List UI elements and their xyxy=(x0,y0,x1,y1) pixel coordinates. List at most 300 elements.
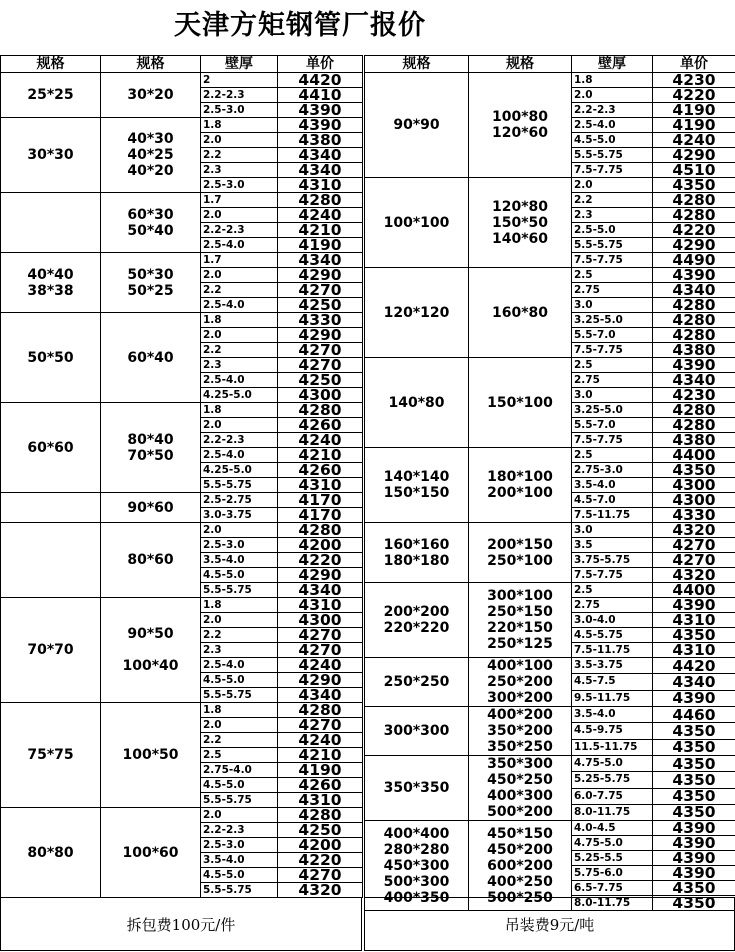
unit-price: 4390 xyxy=(653,821,735,836)
alt-size-spec: 100*60 xyxy=(101,808,201,898)
size-spec xyxy=(1,193,101,253)
wall-thickness: 2.5-4.0 xyxy=(201,448,278,463)
unit-price: 4280 xyxy=(278,523,363,538)
unit-price: 4270 xyxy=(278,718,363,733)
table-header-row xyxy=(1,56,363,73)
wall-thickness: 3.0-3.75 xyxy=(201,508,278,523)
table-row xyxy=(365,707,735,723)
wall-thickness: 8.0-11.75 xyxy=(572,804,653,820)
unit-price: 4280 xyxy=(653,208,735,223)
unit-price: 4250 xyxy=(278,823,363,838)
alt-size-spec: 90*60 xyxy=(101,493,201,523)
alt-size-spec: 400*200 350*200 350*250 xyxy=(469,707,572,756)
unit-price: 4350 xyxy=(653,739,735,755)
wall-thickness: 4.75-5.0 xyxy=(572,756,653,772)
wall-thickness: 2.0 xyxy=(201,523,278,538)
wall-thickness: 3.5-3.75 xyxy=(572,658,653,674)
wall-thickness: 2.5-4.0 xyxy=(201,238,278,253)
wall-thickness: 2.3 xyxy=(201,643,278,658)
price-table-left xyxy=(0,55,363,898)
unit-price: 4350 xyxy=(653,804,735,820)
unit-price: 4510 xyxy=(653,163,735,178)
unit-price: 4290 xyxy=(278,328,363,343)
wall-thickness: 4.25-5.0 xyxy=(201,463,278,478)
wall-thickness: 1.8 xyxy=(201,313,278,328)
wall-thickness: 2.0 xyxy=(201,418,278,433)
header-price: 单价 xyxy=(653,56,735,73)
wall-thickness: 4.5-5.75 xyxy=(572,628,653,643)
wall-thickness: 2.2 xyxy=(201,343,278,358)
unit-price: 4280 xyxy=(653,403,735,418)
unit-price: 4350 xyxy=(653,881,735,896)
size-spec: 350*350 xyxy=(365,756,469,821)
wall-thickness: 3.0 xyxy=(572,523,653,538)
alt-size-spec: 400*100 250*200 300*200 xyxy=(469,658,572,707)
wall-thickness: 4.25-5.0 xyxy=(201,388,278,403)
wall-thickness: 2.2-2.3 xyxy=(201,823,278,838)
wall-thickness: 2.0 xyxy=(572,178,653,193)
unit-price: 4190 xyxy=(653,118,735,133)
wall-thickness: 5.5-5.75 xyxy=(201,583,278,598)
wall-thickness: 4.75-5.0 xyxy=(572,836,653,851)
unit-price: 4390 xyxy=(653,866,735,881)
size-spec: 30*30 xyxy=(1,118,101,193)
wall-thickness: 4.5-7.0 xyxy=(572,493,653,508)
wall-thickness: 6.0-7.75 xyxy=(572,788,653,804)
alt-size-spec: 40*30 40*25 40*20 xyxy=(101,118,201,193)
wall-thickness: 2.2-2.3 xyxy=(201,433,278,448)
size-spec: 90*90 xyxy=(365,73,469,178)
size-spec: 160*160 180*180 xyxy=(365,523,469,583)
header-spec: 规格 xyxy=(101,56,201,73)
wall-thickness: 2.0 xyxy=(201,613,278,628)
wall-thickness: 5.5-5.75 xyxy=(201,883,278,898)
wall-thickness: 7.5-11.75 xyxy=(572,643,653,658)
wall-thickness: 5.5-5.75 xyxy=(201,688,278,703)
wall-thickness: 5.25-5.5 xyxy=(572,851,653,866)
wall-thickness: 2.5 xyxy=(572,448,653,463)
unit-price: 4380 xyxy=(278,133,363,148)
wall-thickness: 2.2 xyxy=(201,733,278,748)
wall-thickness: 2.75-4.0 xyxy=(201,763,278,778)
wall-thickness: 5.5-5.75 xyxy=(572,238,653,253)
alt-size-spec: 90*50 100*40 xyxy=(101,598,201,703)
alt-size-spec: 300*100 250*150 220*150 250*125 xyxy=(469,583,572,658)
table-row xyxy=(1,193,363,208)
table-row xyxy=(1,703,363,718)
size-spec: 70*70 xyxy=(1,598,101,703)
table-row xyxy=(1,493,363,508)
unit-price: 4270 xyxy=(278,283,363,298)
header-thickness: 壁厚 xyxy=(572,56,653,73)
size-spec: 300*300 xyxy=(365,707,469,756)
wall-thickness: 7.5-7.75 xyxy=(572,433,653,448)
size-spec: 80*80 xyxy=(1,808,101,898)
wall-thickness: 4.5-9.75 xyxy=(572,723,653,739)
page-title: 天津方矩钢管厂报价 xyxy=(174,10,426,41)
unit-price: 4410 xyxy=(278,88,363,103)
alt-size-spec: 100*50 xyxy=(101,703,201,808)
unit-price: 4200 xyxy=(278,838,363,853)
alt-size-spec: 150*100 xyxy=(469,358,572,448)
table-row xyxy=(1,598,363,613)
wall-thickness: 2.5-4.0 xyxy=(201,298,278,313)
unit-price: 4270 xyxy=(653,538,735,553)
wall-thickness: 2.75 xyxy=(572,598,653,613)
wall-thickness: 5.75-6.0 xyxy=(572,866,653,881)
unit-price: 4310 xyxy=(278,478,363,493)
size-spec: 250*250 xyxy=(365,658,469,707)
header-spec: 规格 xyxy=(469,56,572,73)
wall-thickness: 3.25-5.0 xyxy=(572,313,653,328)
unit-price: 4280 xyxy=(278,403,363,418)
alt-size-spec: 30*20 xyxy=(101,73,201,118)
unit-price: 4350 xyxy=(653,723,735,739)
unit-price: 4300 xyxy=(278,613,363,628)
unit-price: 4290 xyxy=(278,673,363,688)
wall-thickness: 2.75-3.0 xyxy=(572,463,653,478)
unit-price: 4390 xyxy=(653,598,735,613)
unit-price: 4220 xyxy=(278,553,363,568)
unit-price: 4340 xyxy=(278,583,363,598)
wall-thickness: 3.5-4.0 xyxy=(201,553,278,568)
table-row xyxy=(365,73,735,88)
wall-thickness: 3.75-5.75 xyxy=(572,553,653,568)
wall-thickness: 2.75 xyxy=(572,373,653,388)
table-row xyxy=(365,178,735,193)
wall-thickness: 4.5-5.0 xyxy=(572,133,653,148)
size-spec: 140*140 150*150 xyxy=(365,448,469,523)
wall-thickness: 2.5-5.0 xyxy=(572,223,653,238)
unit-price: 4310 xyxy=(278,793,363,808)
alt-size-spec: 350*300 450*250 400*300 500*200 xyxy=(469,756,572,821)
unit-price: 4280 xyxy=(653,193,735,208)
wall-thickness: 2.3 xyxy=(201,163,278,178)
wall-thickness: 2.5-3.0 xyxy=(201,178,278,193)
wall-thickness: 3.0-4.0 xyxy=(572,613,653,628)
wall-thickness: 4.5-5.0 xyxy=(201,868,278,883)
size-spec: 75*75 xyxy=(1,703,101,808)
unit-price: 4270 xyxy=(278,643,363,658)
wall-thickness: 7.5-7.75 xyxy=(572,253,653,268)
wall-thickness: 2 xyxy=(201,73,278,88)
wall-thickness: 2.2 xyxy=(201,628,278,643)
wall-thickness: 4.5-5.0 xyxy=(201,778,278,793)
wall-thickness: 2.5 xyxy=(572,583,653,598)
unit-price: 4340 xyxy=(278,148,363,163)
wall-thickness: 4.5-7.5 xyxy=(572,674,653,690)
wall-thickness: 2.75 xyxy=(572,283,653,298)
unit-price: 4390 xyxy=(653,268,735,283)
wall-thickness: 7.5-7.75 xyxy=(572,568,653,583)
size-spec: 25*25 xyxy=(1,73,101,118)
unit-price: 4220 xyxy=(278,853,363,868)
wall-thickness: 2.0 xyxy=(201,718,278,733)
table-row xyxy=(1,523,363,538)
unit-price: 4310 xyxy=(278,598,363,613)
unit-price: 4320 xyxy=(278,883,363,898)
unit-price: 4390 xyxy=(653,851,735,866)
wall-thickness: 1.7 xyxy=(201,193,278,208)
table-row xyxy=(365,756,735,772)
alt-size-spec: 50*30 50*25 xyxy=(101,253,201,313)
wall-thickness: 3.5-4.0 xyxy=(572,707,653,723)
size-spec: 40*40 38*38 xyxy=(1,253,101,313)
table-row xyxy=(1,118,363,133)
size-spec: 50*50 xyxy=(1,313,101,403)
wall-thickness: 5.5-5.75 xyxy=(201,478,278,493)
alt-size-spec: 100*80 120*60 xyxy=(469,73,572,178)
alt-size-spec: 200*150 250*100 xyxy=(469,523,572,583)
wall-thickness: 1.8 xyxy=(201,598,278,613)
unit-price: 4240 xyxy=(653,133,735,148)
unit-price: 4270 xyxy=(278,628,363,643)
wall-thickness: 2.5 xyxy=(201,748,278,763)
wall-thickness: 5.5-5.75 xyxy=(201,793,278,808)
unit-price: 4260 xyxy=(278,463,363,478)
unit-price: 4340 xyxy=(653,373,735,388)
wall-thickness: 6.5-7.75 xyxy=(572,881,653,896)
wall-thickness: 2.5-4.0 xyxy=(201,658,278,673)
unit-price: 4420 xyxy=(278,73,363,88)
wall-thickness: 2.0 xyxy=(201,808,278,823)
size-spec: 60*60 xyxy=(1,403,101,493)
alt-size-spec: 160*80 xyxy=(469,268,572,358)
unit-price: 4380 xyxy=(653,433,735,448)
footer-hoisting-fee: 吊装费9元/吨 xyxy=(364,897,735,951)
unit-price: 4290 xyxy=(653,148,735,163)
unit-price: 4240 xyxy=(278,733,363,748)
unit-price: 4350 xyxy=(653,896,735,911)
unit-price: 4340 xyxy=(653,674,735,690)
unit-price: 4270 xyxy=(278,343,363,358)
unit-price: 4300 xyxy=(653,478,735,493)
unit-price: 4320 xyxy=(653,568,735,583)
unit-price: 4190 xyxy=(278,238,363,253)
unit-price: 4280 xyxy=(653,313,735,328)
wall-thickness: 1.8 xyxy=(201,403,278,418)
unit-price: 4200 xyxy=(278,538,363,553)
table-row xyxy=(365,658,735,674)
wall-thickness: 2.5-3.0 xyxy=(201,538,278,553)
unit-price: 4350 xyxy=(653,788,735,804)
size-spec: 140*80 xyxy=(365,358,469,448)
unit-price: 4280 xyxy=(278,193,363,208)
unit-price: 4250 xyxy=(278,373,363,388)
wall-thickness: 2.2-2.3 xyxy=(201,223,278,238)
header-thickness: 壁厚 xyxy=(201,56,278,73)
alt-size-spec: 80*60 xyxy=(101,523,201,598)
unit-price: 4390 xyxy=(278,118,363,133)
alt-size-spec: 180*100 200*100 xyxy=(469,448,572,523)
unit-price: 4300 xyxy=(653,493,735,508)
table-row xyxy=(1,808,363,823)
wall-thickness: 1.8 xyxy=(201,703,278,718)
wall-thickness: 4.5-5.0 xyxy=(201,568,278,583)
wall-thickness: 2.2-2.3 xyxy=(201,88,278,103)
alt-size-spec: 450*150 450*200 600*200 400*250 500*250 xyxy=(469,821,572,911)
unit-price: 4170 xyxy=(278,508,363,523)
wall-thickness: 5.5-5.75 xyxy=(572,148,653,163)
unit-price: 4310 xyxy=(653,613,735,628)
unit-price: 4390 xyxy=(653,836,735,851)
table-row xyxy=(1,403,363,418)
wall-thickness: 2.0 xyxy=(201,208,278,223)
unit-price: 4240 xyxy=(278,208,363,223)
wall-thickness: 2.5-3.0 xyxy=(201,103,278,118)
size-spec: 120*120 xyxy=(365,268,469,358)
unit-price: 4310 xyxy=(278,178,363,193)
wall-thickness: 3.5 xyxy=(572,538,653,553)
header-price: 单价 xyxy=(278,56,363,73)
wall-thickness: 2.5-4.0 xyxy=(572,118,653,133)
unit-price: 4350 xyxy=(653,772,735,788)
table-row xyxy=(365,821,735,836)
unit-price: 4240 xyxy=(278,658,363,673)
wall-thickness: 3.5-4.0 xyxy=(572,478,653,493)
wall-thickness: 9.5-11.75 xyxy=(572,690,653,706)
unit-price: 4350 xyxy=(653,463,735,478)
wall-thickness: 4.5-5.0 xyxy=(201,673,278,688)
unit-price: 4230 xyxy=(653,73,735,88)
wall-thickness: 2.3 xyxy=(201,358,278,373)
wall-thickness: 2.5 xyxy=(572,358,653,373)
table-row xyxy=(365,583,735,598)
unit-price: 4260 xyxy=(278,418,363,433)
unit-price: 4390 xyxy=(653,690,735,706)
unit-price: 4260 xyxy=(278,778,363,793)
alt-size-spec: 80*40 70*50 xyxy=(101,403,201,493)
wall-thickness: 7.5-11.75 xyxy=(572,508,653,523)
unit-price: 4230 xyxy=(653,388,735,403)
size-spec xyxy=(1,493,101,523)
wall-thickness: 3.0 xyxy=(572,388,653,403)
wall-thickness: 2.2 xyxy=(572,193,653,208)
wall-thickness: 1.8 xyxy=(201,118,278,133)
unit-price: 4330 xyxy=(278,313,363,328)
price-table-right xyxy=(364,55,735,911)
unit-price: 4340 xyxy=(653,283,735,298)
wall-thickness: 2.2 xyxy=(201,148,278,163)
unit-price: 4270 xyxy=(278,868,363,883)
wall-thickness: 3.5-4.0 xyxy=(201,853,278,868)
wall-thickness: 7.5-7.75 xyxy=(572,343,653,358)
wall-thickness: 2.2 xyxy=(201,283,278,298)
wall-thickness: 2.5-4.0 xyxy=(201,373,278,388)
unit-price: 4380 xyxy=(653,343,735,358)
unit-price: 4280 xyxy=(653,328,735,343)
unit-price: 4290 xyxy=(653,238,735,253)
unit-price: 4330 xyxy=(653,508,735,523)
wall-thickness: 1.7 xyxy=(201,253,278,268)
unit-price: 4390 xyxy=(653,358,735,373)
wall-thickness: 5.5-7.0 xyxy=(572,418,653,433)
unit-price: 4190 xyxy=(278,763,363,778)
unit-price: 4280 xyxy=(653,418,735,433)
unit-price: 4400 xyxy=(653,583,735,598)
unit-price: 4210 xyxy=(278,448,363,463)
unit-price: 4340 xyxy=(278,163,363,178)
unit-price: 4350 xyxy=(653,178,735,193)
unit-price: 4320 xyxy=(653,523,735,538)
unit-price: 4210 xyxy=(278,748,363,763)
unit-price: 4240 xyxy=(278,433,363,448)
unit-price: 4270 xyxy=(278,358,363,373)
unit-price: 4190 xyxy=(653,103,735,118)
unit-price: 4170 xyxy=(278,493,363,508)
table-row xyxy=(1,73,363,88)
alt-size-spec: 60*30 50*40 xyxy=(101,193,201,253)
unit-price: 4280 xyxy=(278,808,363,823)
table-row xyxy=(1,253,363,268)
wall-thickness: 4.0-4.5 xyxy=(572,821,653,836)
unit-price: 4340 xyxy=(278,253,363,268)
header-spec: 规格 xyxy=(1,56,101,73)
wall-thickness: 3.0 xyxy=(572,298,653,313)
wall-thickness: 2.5 xyxy=(572,268,653,283)
unit-price: 4280 xyxy=(653,298,735,313)
unit-price: 4290 xyxy=(278,568,363,583)
table-row xyxy=(365,523,735,538)
wall-thickness: 2.0 xyxy=(572,88,653,103)
wall-thickness: 2.0 xyxy=(201,133,278,148)
unit-price: 4300 xyxy=(278,388,363,403)
unit-price: 4340 xyxy=(278,688,363,703)
table-row xyxy=(365,358,735,373)
wall-thickness: 2.0 xyxy=(201,268,278,283)
unit-price: 4490 xyxy=(653,253,735,268)
size-spec: 400*400 280*280 450*300 500*300 400*350 xyxy=(365,821,469,911)
wall-thickness: 2.5-3.0 xyxy=(201,838,278,853)
table-header-row xyxy=(365,56,735,73)
unit-price: 4310 xyxy=(653,643,735,658)
unit-price: 4210 xyxy=(278,223,363,238)
wall-thickness: 8.0-11.75 xyxy=(572,896,653,911)
wall-thickness: 5.25-5.75 xyxy=(572,772,653,788)
unit-price: 4250 xyxy=(278,298,363,313)
table-row xyxy=(1,313,363,328)
table-row xyxy=(365,448,735,463)
unit-price: 4220 xyxy=(653,223,735,238)
header-spec: 规格 xyxy=(365,56,469,73)
size-spec: 200*200 220*220 xyxy=(365,583,469,658)
unit-price: 4350 xyxy=(653,628,735,643)
unit-price: 4280 xyxy=(278,703,363,718)
wall-thickness: 2.0 xyxy=(201,328,278,343)
unit-price: 4460 xyxy=(653,707,735,723)
footer-unpacking-fee: 拆包费100元/件 xyxy=(0,897,362,951)
wall-thickness: 2.2-2.3 xyxy=(572,103,653,118)
wall-thickness: 1.8 xyxy=(572,73,653,88)
wall-thickness: 11.5-11.75 xyxy=(572,739,653,755)
alt-size-spec: 60*40 xyxy=(101,313,201,403)
alt-size-spec: 120*80 150*50 140*60 xyxy=(469,178,572,268)
table-row xyxy=(365,268,735,283)
unit-price: 4400 xyxy=(653,448,735,463)
wall-thickness: 7.5-7.75 xyxy=(572,163,653,178)
unit-price: 4290 xyxy=(278,268,363,283)
size-spec xyxy=(1,523,101,598)
wall-thickness: 5.5-7.0 xyxy=(572,328,653,343)
unit-price: 4390 xyxy=(278,103,363,118)
unit-price: 4220 xyxy=(653,88,735,103)
unit-price: 4270 xyxy=(653,553,735,568)
unit-price: 4420 xyxy=(653,658,735,674)
wall-thickness: 2.3 xyxy=(572,208,653,223)
size-spec: 100*100 xyxy=(365,178,469,268)
wall-thickness: 3.25-5.0 xyxy=(572,403,653,418)
wall-thickness: 2.5-2.75 xyxy=(201,493,278,508)
